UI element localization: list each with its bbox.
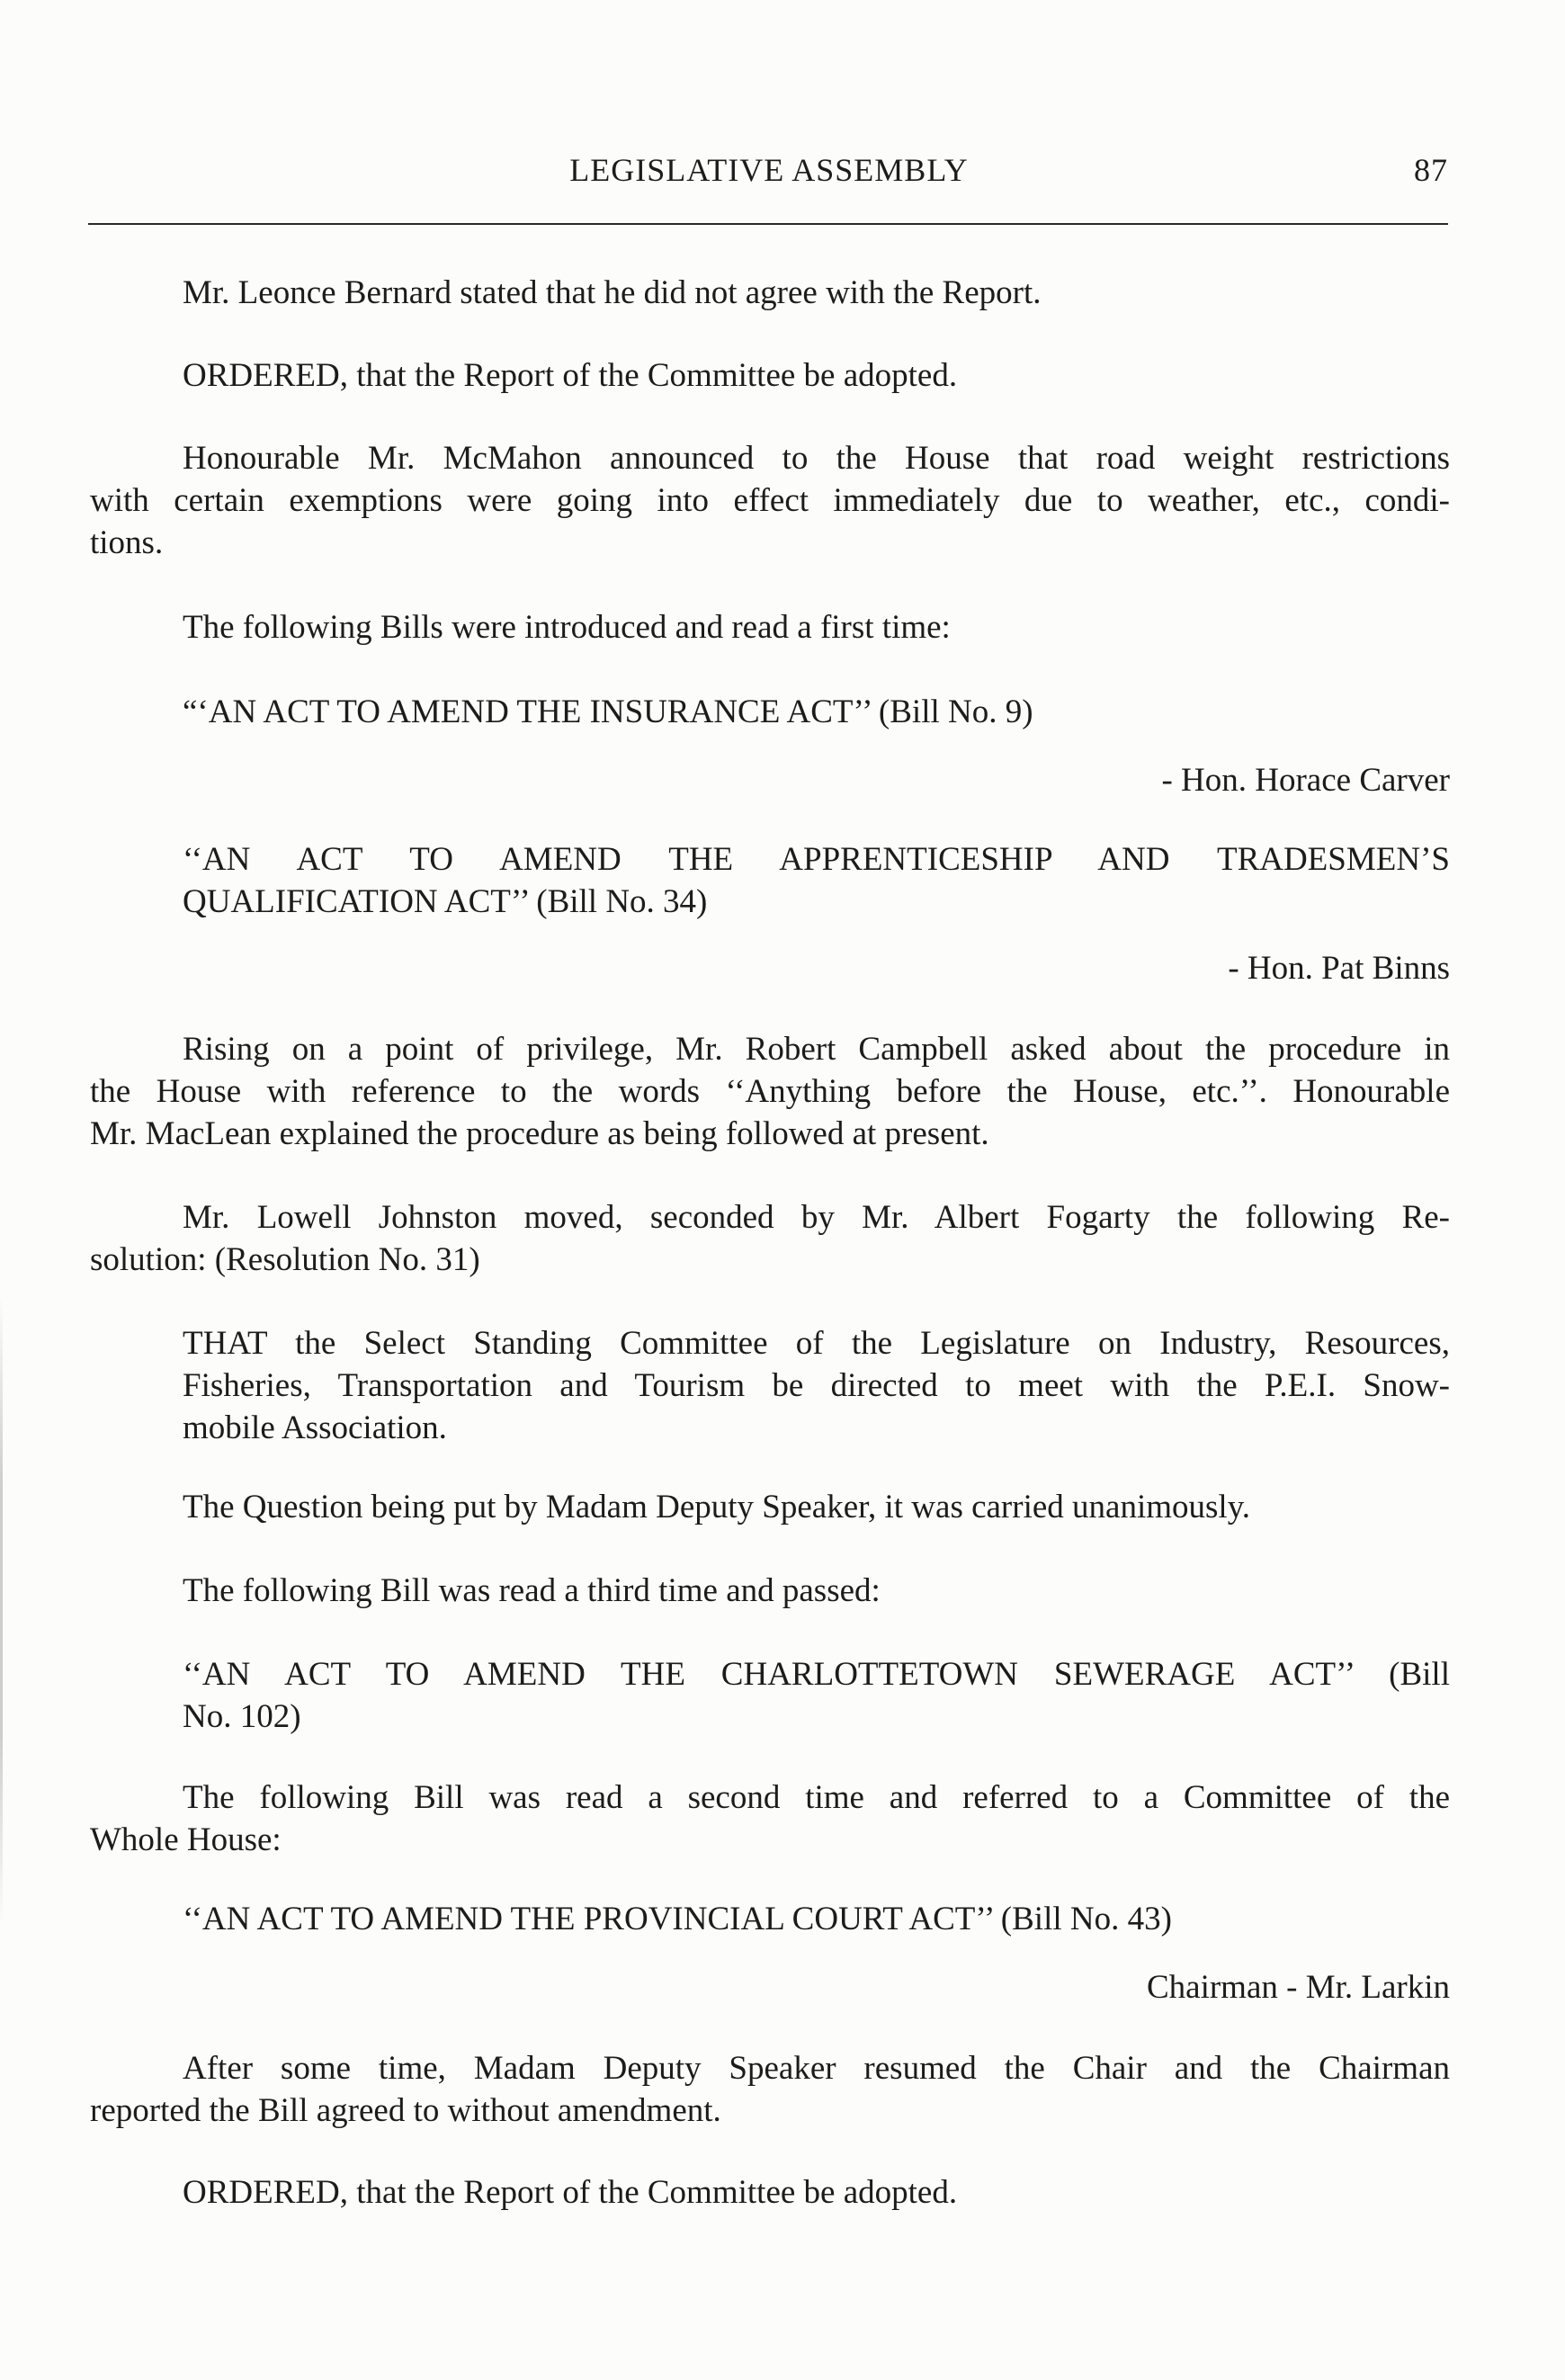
text-line: The following Bill was read a third time and passed: <box>183 1572 881 1609</box>
text-line: tions. <box>90 524 164 561</box>
text-line: reported the Bill agreed to without amendment. <box>90 2092 721 2129</box>
bill-insurance-act <box>90 691 1450 733</box>
paragraph-deputy-speaker-resumed <box>90 2047 1450 2132</box>
text-line: Mr. Lowell Johnston moved, seconded by Mr. Albert Fogarty the following Re- <box>183 1199 1450 1236</box>
paragraph-bernard-statement <box>90 272 1450 314</box>
text-line: Mr. MacLean explained the procedure as being followed at present. <box>90 1115 989 1152</box>
bill-charlottetown-sewerage-act <box>183 1653 1450 1738</box>
bill-apprenticeship-act <box>183 838 1450 923</box>
page-title: LEGISLATIVE ASSEMBLY <box>569 152 969 188</box>
bill-provincial-court-act <box>90 1898 1450 1940</box>
text-line: ‘‘AN ACT TO AMEND THE APPRENTICESHIP AND TRADESMEN’S <box>183 841 1450 878</box>
paragraph-bills-introduced <box>90 606 1450 649</box>
page-header <box>90 151 1448 196</box>
committee-chairman: Chairman - Mr. Larkin <box>1146 1969 1450 2006</box>
header-rule <box>88 223 1448 225</box>
paragraph-third-reading <box>90 1570 1450 1612</box>
paragraph-ordered-1 <box>90 354 1450 397</box>
text-line: ‘‘AN ACT TO AMEND THE CHARLOTTETOWN SEWERAGE ACT’’ (Bill <box>183 1656 1450 1693</box>
paragraph-mcmahon-announcement <box>90 437 1450 564</box>
text-line: Whole House: <box>90 1821 282 1858</box>
text-line: solution: (Resolution No. 31) <box>90 1241 480 1278</box>
paragraph-johnston-motion <box>90 1196 1450 1281</box>
text-line: THAT the Select Standing Committee of the Legislature on Industry, Resources, <box>183 1325 1450 1362</box>
text-line: Honourable Mr. McMahon announced to the House that road weight restrictions <box>183 440 1450 477</box>
text-line: After some time, Madam Deputy Speaker resumed the Chair and the Chairman <box>183 2050 1450 2087</box>
text-line: Rising on a point of privilege, Mr. Robert Campbell asked about the procedure in <box>183 1031 1450 1068</box>
text-line: QUALIFICATION ACT’’ (Bill No. 34) <box>183 883 708 920</box>
text-line: The Question being put by Madam Deputy Speaker, it was carried unanimously. <box>183 1489 1251 1526</box>
paragraph-second-reading <box>90 1776 1450 1861</box>
text-line: mobile Association. <box>183 1409 447 1446</box>
text-line: The following Bills were introduced and read a first time: <box>183 609 951 646</box>
paragraph-ordered-2 <box>90 2171 1450 2214</box>
text-line: the House with reference to the words ‘‘Anything before the House, etc.’’. Honourable <box>90 1073 1450 1110</box>
paragraph-question-carried <box>90 1486 1450 1528</box>
text-line: No. 102) <box>183 1698 301 1735</box>
text-line: Mr. Leonce Bernard stated that he did not agree with the Report. <box>183 274 1042 311</box>
paragraph-point-of-privilege <box>90 1028 1450 1155</box>
text-line: with certain exemptions were going into effect immediately due to weather, etc., condi- <box>90 482 1450 519</box>
bill-sponsor-carver: - Hon. Horace Carver <box>1161 762 1450 799</box>
page-number: 87 <box>1414 152 1448 188</box>
text-line: Fisheries, Transportation and Tourism be directed to meet with the P.E.I. Snow- <box>183 1367 1450 1404</box>
page-edge-shadow <box>0 1295 3 1925</box>
text-line: The following Bill was read a second time and referred to a Committee of the <box>183 1779 1450 1816</box>
text-line: ORDERED, that the Report of the Committee be adopted. <box>183 2174 958 2211</box>
text-line: ORDERED, that the Report of the Committee be adopted. <box>183 357 958 394</box>
text-line: ‘‘AN ACT TO AMEND THE PROVINCIAL COURT ACT’’ (Bill No. 43) <box>183 1901 1172 1937</box>
resolution-text <box>183 1322 1450 1449</box>
text-line: “‘AN ACT TO AMEND THE INSURANCE ACT’’ (Bill No. 9) <box>183 693 1033 730</box>
bill-sponsor-binns: - Hon. Pat Binns <box>1228 950 1450 987</box>
